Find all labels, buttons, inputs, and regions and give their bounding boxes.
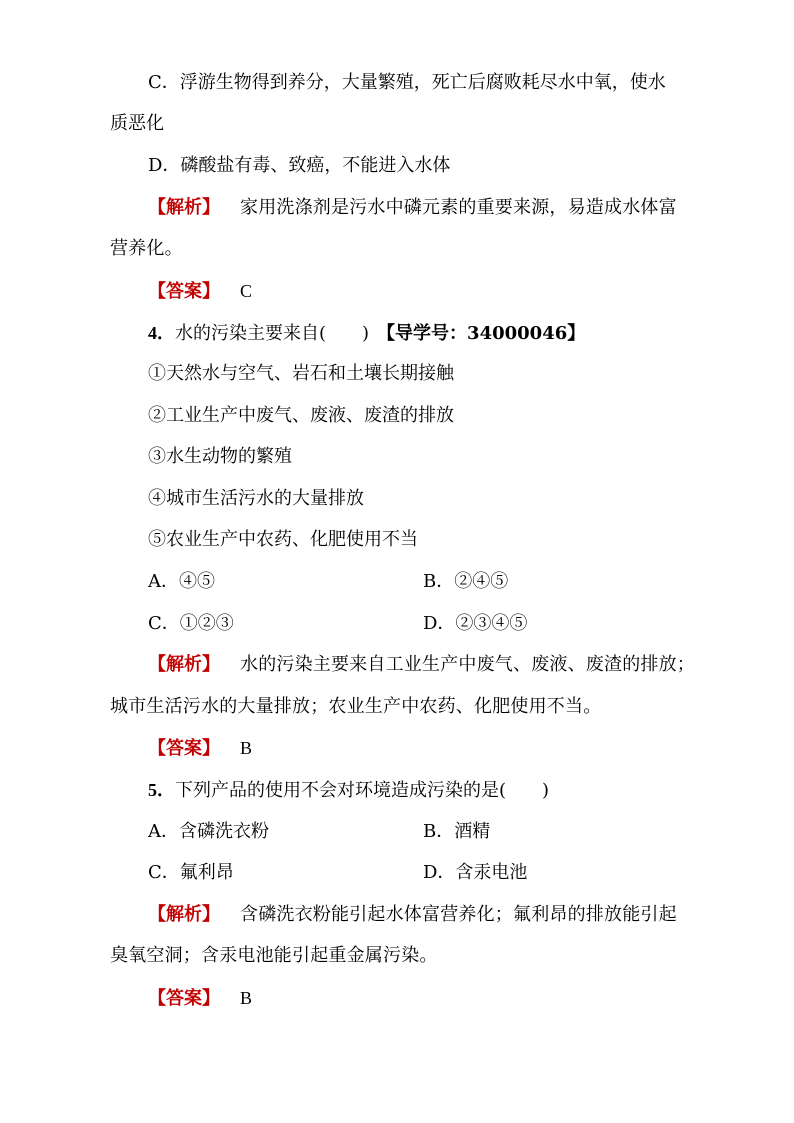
q4-option-d: D．②③④⑤ [423, 613, 528, 634]
analysis-tag: 【解析】 [148, 904, 220, 925]
q5-stem-line [148, 777, 549, 804]
q3-option-d: D．磷酸盐有毒、致癌，不能进入水体 [148, 155, 451, 176]
q4-guide-number: 【导学号：34000046】 [377, 323, 586, 344]
answer-tag: 【答案】 [148, 281, 220, 302]
q3-option-c-line1: C．浮游生物得到养分，大量繁殖，死亡后腐败耗尽水中氧，使水 [148, 72, 666, 93]
q4-stem-line [148, 320, 585, 347]
q4-item-4: ④城市生活污水的大量排放 [148, 488, 364, 509]
q3-analysis-line2: 营养化。 [110, 238, 183, 259]
q5-option-a: A．含磷洗衣粉 [148, 821, 269, 842]
answer-tag: 【答案】 [148, 738, 220, 759]
q5-stem: 下列产品的使用不会对环境造成污染的是( ) [175, 780, 550, 801]
q5-answer [148, 985, 252, 1012]
q4-analysis-line2: 城市生活污水的大量排放；农业生产中农药、化肥使用不当。 [110, 696, 602, 717]
q4-option-c: C．①②③ [148, 613, 234, 634]
q4-item-3: ③水生动物的繁殖 [148, 446, 292, 467]
q4-stem: 水的污染主要来自( ) [175, 323, 370, 344]
answer-value: B [240, 988, 253, 1008]
q3-option-c-line2: 质恶化 [110, 113, 164, 134]
q5-analysis-line2: 臭氧空洞；含汞电池能引起重金属污染。 [110, 945, 438, 966]
q4-item-1: ①天然水与空气、岩石和土壤长期接触 [148, 363, 454, 384]
q4-analysis-line1 [148, 652, 695, 678]
analysis-tag: 【解析】 [148, 197, 220, 218]
q5-analysis-line1 [148, 902, 677, 928]
q4-option-b: B．②④⑤ [423, 571, 509, 592]
answer-value: B [240, 738, 253, 758]
q4-item-2: ②工业生产中废气、废液、废渣的排放 [148, 405, 454, 426]
q4-item-5: ⑤农业生产中农药、化肥使用不当 [148, 529, 418, 550]
q5-number: 5． [148, 780, 175, 800]
q4-answer [148, 735, 252, 762]
analysis-text: 含磷洗衣粉能引起水体富营养化；氟利昂的排放能引起 [240, 904, 677, 925]
q5-option-d: D．含汞电池 [423, 862, 528, 883]
answer-tag: 【答案】 [148, 988, 220, 1009]
q4-option-a: A．④⑤ [148, 571, 215, 592]
analysis-text: 水的污染主要来自工业生产中废气、废液、废渣的排放； [240, 654, 695, 675]
answer-value: C [240, 281, 253, 301]
analysis-tag: 【解析】 [148, 654, 220, 675]
analysis-text: 家用洗涤剂是污水中磷元素的重要来源，易造成水体富 [240, 197, 677, 218]
q4-number: 4． [148, 323, 175, 343]
q3-analysis-line1 [148, 195, 677, 221]
q5-option-b: B．酒精 [423, 821, 491, 842]
q3-answer [148, 278, 252, 305]
q5-option-c: C．氟利昂 [148, 862, 234, 883]
